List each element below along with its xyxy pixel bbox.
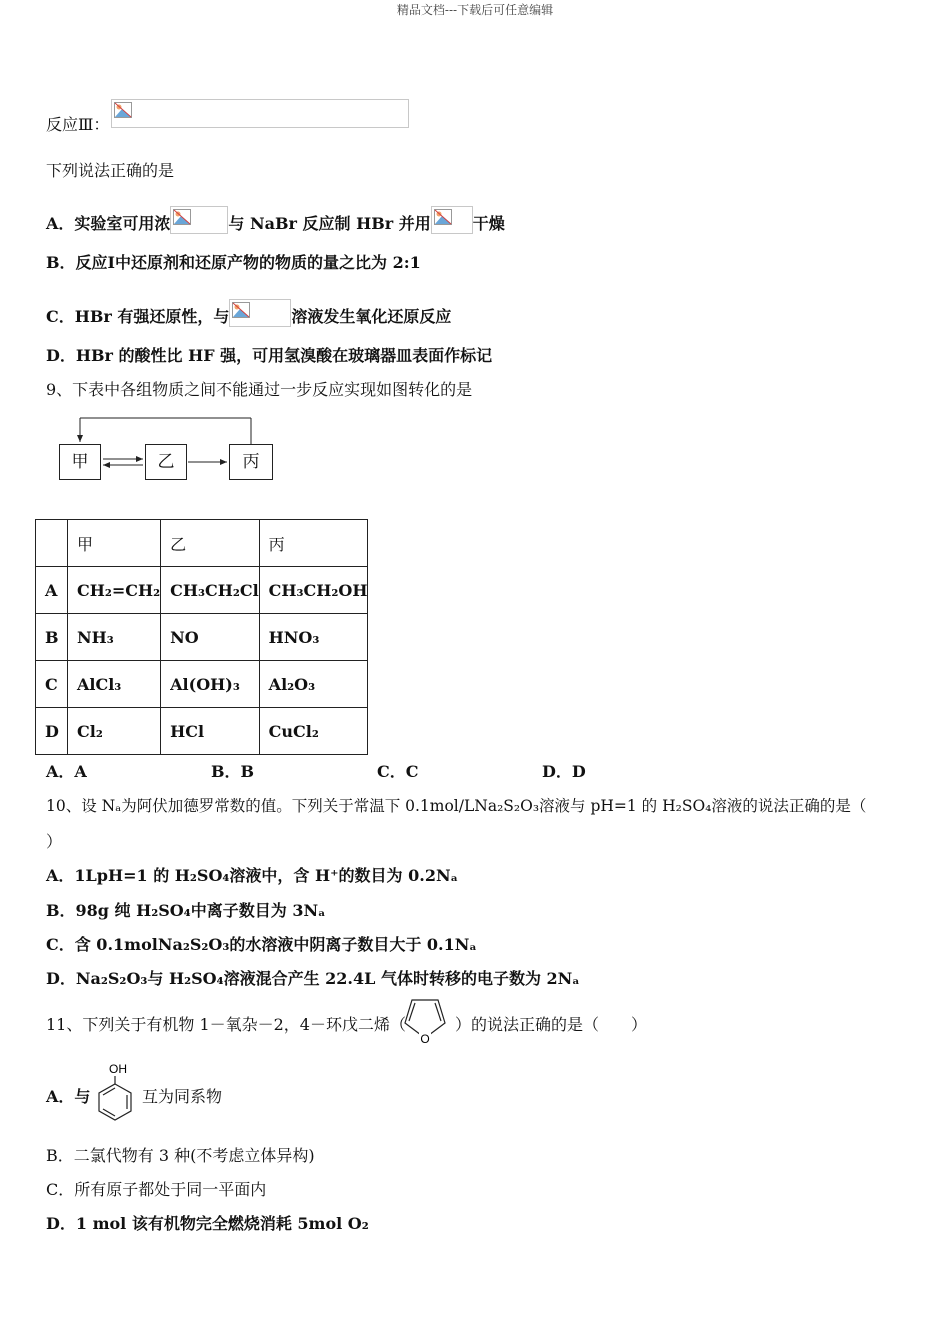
q11-stem-right: ）的说法正确的是（ ） <box>455 1015 648 1034</box>
formula-image <box>170 206 228 234</box>
table-row <box>36 661 368 708</box>
q10-option-a[interactable]: A．1LpH=1 的 H₂SO₄溶液中，含 H⁺的数目为 0.2Nₐ <box>46 866 459 885</box>
reaction3-line <box>46 115 109 135</box>
q11-option-a[interactable] <box>46 1087 90 1107</box>
broken-image-icon <box>434 209 452 225</box>
q10-stem-line1: 10、设 Nₐ为阿伏加德罗常数的值。下列关于常温下 0.1mol/LNa₂S₂O₃溶液与 pH=1 的 H₂SO₄溶液的说法正确的是（ <box>46 797 867 815</box>
table-cell: Al(OH)₃ <box>161 661 260 708</box>
table-row <box>36 708 368 755</box>
substance-table <box>35 519 368 755</box>
furan-structure-icon <box>397 996 455 1048</box>
table-header-row <box>36 520 368 567</box>
table-cell: CuCl₂ <box>259 708 368 755</box>
table-cell: CH₂=CH₂ <box>68 567 161 614</box>
furan-oxygen-label: O <box>420 1032 430 1046</box>
flow-box-bing: 丙 <box>229 444 273 480</box>
broken-image-icon <box>173 209 191 225</box>
table-header-cell: 甲 <box>68 520 161 567</box>
table-cell: Cl₂ <box>68 708 161 755</box>
table-cell: CH₃CH₂Cl <box>161 567 260 614</box>
q8-option-d[interactable]: D．HBr 的酸性比 HF 强，可用氢溴酸在玻璃器皿表面作标记 <box>46 346 493 365</box>
table-cell: HNO₃ <box>259 614 368 661</box>
q11-option-d[interactable]: D．1 mol 该有机物完全燃烧消耗 5mol O₂ <box>46 1214 369 1233</box>
q9-option-b[interactable]: B．B <box>211 762 255 781</box>
page-header: 精品文档---下载后可任意编辑 <box>396 3 554 17</box>
q9-option-d[interactable]: D．D <box>542 762 586 781</box>
table-header-cell: 丙 <box>259 520 368 567</box>
table-cell: HCl <box>161 708 260 755</box>
broken-image-icon <box>114 102 132 118</box>
table-cell: AlCl₃ <box>68 661 161 708</box>
q9-option-a[interactable]: A．A <box>46 762 87 781</box>
table-row <box>36 614 368 661</box>
q8-option-c[interactable] <box>46 299 451 327</box>
table-cell: B <box>36 614 68 661</box>
q11-option-b[interactable]: B．二氯代物有 3 种(不考虑立体异构) <box>46 1146 315 1165</box>
table-cell: NH₃ <box>68 614 161 661</box>
q9-option-c[interactable]: C．C <box>377 762 419 781</box>
reaction3-label: 反应Ⅲ： <box>46 115 110 134</box>
broken-image-icon <box>232 302 250 318</box>
table-row <box>36 567 368 614</box>
q10-stem-line2: ） <box>46 832 63 851</box>
q8-a-left: A．实验室可用浓 <box>46 214 171 233</box>
table-header-cell: 乙 <box>161 520 260 567</box>
q8-c-left: C．HBr 有强还原性，与 <box>46 307 230 326</box>
formula-image <box>229 299 291 327</box>
flow-box-yi: 乙 <box>145 444 187 480</box>
q8-a-right: 干燥 <box>472 214 505 233</box>
flow-box-jia: 甲 <box>59 444 101 480</box>
q11-stem-left: 11、下列关于有机物 1－氧杂－2，4－环戊二烯（ <box>46 1015 406 1034</box>
q8-option-a[interactable] <box>46 206 505 234</box>
table-cell: Al₂O₃ <box>259 661 368 708</box>
table-cell: C <box>36 661 68 708</box>
q11-option-c[interactable]: C．所有原子都处于同一平面内 <box>46 1180 267 1199</box>
q11-a-left: A．与 <box>46 1087 91 1106</box>
formula-image <box>431 206 473 234</box>
table-header-cell <box>36 520 68 567</box>
q8-stem: 下列说法正确的是 <box>46 161 175 180</box>
q11-a-right: 互为同系物 <box>142 1087 223 1106</box>
q8-c-right: 溶液发生氧化还原反应 <box>291 307 452 326</box>
q9-stem: 9、下表中各组物质之间不能通过一步反应实现如图转化的是 <box>46 380 473 399</box>
table-cell: NO <box>161 614 260 661</box>
q10-option-b[interactable]: B．98g 纯 H₂SO₄中离子数目为 3Nₐ <box>46 901 326 920</box>
q10-option-d[interactable]: D．Na₂S₂O₃与 H₂SO₄溶液混合产生 22.4L 气体时转移的电子数为 2Nₐ <box>46 969 580 988</box>
phenol-structure-icon <box>94 1060 136 1122</box>
q8-a-middle: 与 NaBr 反应制 HBr 并用 <box>228 214 431 233</box>
table-cell: D <box>36 708 68 755</box>
table-cell: CH₃CH₂OH <box>259 567 368 614</box>
q10-option-c[interactable]: C．含 0.1molNa₂S₂O₃的水溶液中阴离子数目大于 0.1Nₐ <box>46 935 477 954</box>
table-cell: A <box>36 567 68 614</box>
phenol-oh-label: OH <box>109 1062 127 1076</box>
q8-option-b[interactable]: B．反应Ⅰ中还原剂和还原产物的物质的量之比为 2:1 <box>46 253 421 272</box>
reaction3-image <box>111 99 409 128</box>
